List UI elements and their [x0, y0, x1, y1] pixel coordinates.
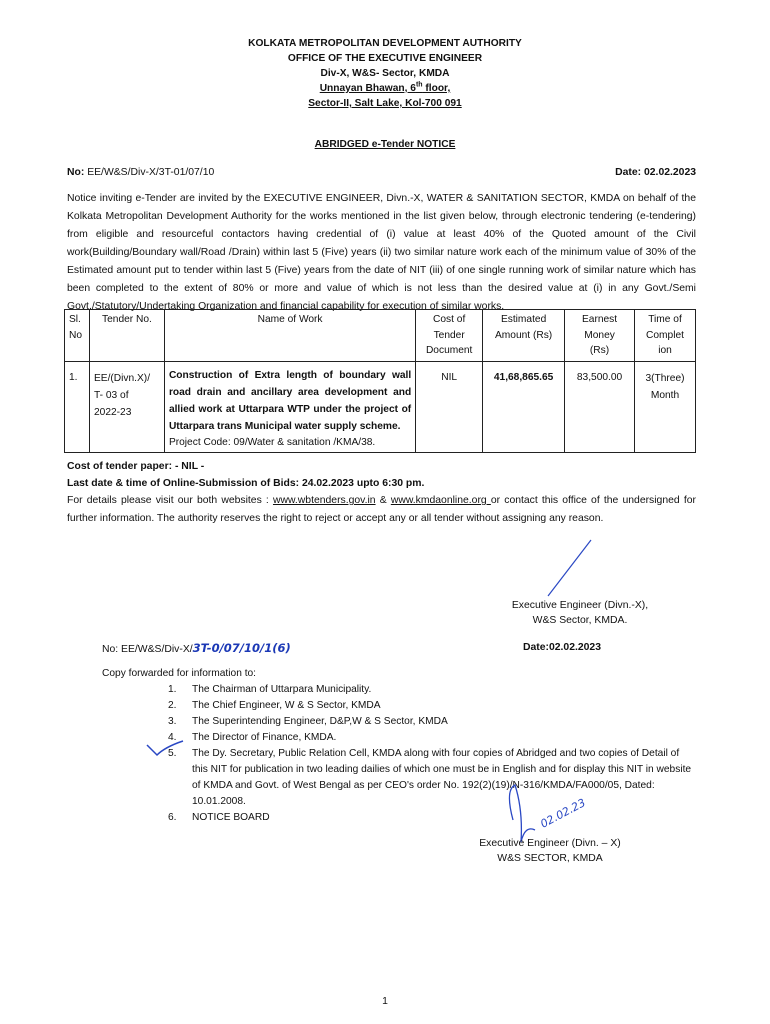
header-estimated-amount: Estimated Amount (Rs) — [483, 310, 565, 362]
signature-block-2 — [460, 836, 640, 866]
notice-title: ABRIDGED e-Tender NOTICE — [314, 139, 456, 150]
org-name: KOLKATA METROPOLITAN DEVELOPMENT AUTHORITY — [248, 38, 522, 49]
memo-number: No: EE/W&S/Div-X/3T-01/07/10 — [67, 167, 215, 178]
header-name-of-work: Name of Work — [164, 310, 415, 362]
signatory-title-2: Executive Engineer (Divn. – X) — [479, 838, 621, 849]
tender-table — [64, 309, 696, 453]
office-name: OFFICE OF THE EXECUTIVE ENGINEER — [287, 53, 483, 64]
signatory-sector: W&S Sector, KMDA. — [532, 615, 628, 626]
division-name: Div-X, W&S- Sector, KMDA — [320, 68, 450, 79]
list-item: 6. NOTICE BOARD — [168, 812, 270, 823]
list-item: 3. The Superintending Engineer, D&P,W & S Sector, KMDA — [168, 716, 448, 727]
signatory-sector-2: W&S SECTOR, KMDA — [497, 853, 603, 864]
tender-terms — [67, 458, 696, 492]
list-item: 5. The Dy. Secretary, Public Relation Cell, KMDA along with four copies of Abridged and two copies of Detail of this NIT for publication in two leading dailies of which one must be in English and for display this NIT in website of KMDA and Govt. of West Bengal as per CEO's order No. 192(2)(19)/N-316/KMDA/FA000/05, Dated: 10.01.2008. — [168, 748, 692, 807]
signature-block-1 — [500, 598, 660, 628]
table-header-row — [65, 310, 696, 362]
cell-sl: 1. — [65, 361, 90, 453]
building-address: Unnayan Bhawan, 6th floor, — [319, 81, 451, 94]
last-date-submission: Last date & time of Online-Submission of Bids: 24.02.2023 upto 6:30 pm. — [67, 478, 425, 489]
website-link-wbtenders[interactable]: www.wbtenders.gov.in — [272, 495, 376, 506]
cell-name-of-work: Construction of Extra length of boundary wall road drain and ancillary area development and allied work at Uttarpara WTP under the project of Uttarpara trans Municipal water supply scheme. Project Code: 09/Water & sanitation /KMA/38. — [164, 361, 415, 453]
cell-tender-no: EE/(Divn.X)/ T- 03 of 2022-23 — [89, 361, 164, 453]
list-item: 1. The Chairman of Uttarpara Municipality. — [168, 684, 372, 695]
reference-row — [67, 165, 696, 181]
cell-cost: NIL — [416, 361, 483, 453]
signatory-title: Executive Engineer (Divn.-X), — [511, 600, 649, 611]
intro-paragraph: Notice inviting e-Tender are invited by the EXECUTIVE ENGINEER, Divn.-X, WATER & SANITATION SECTOR, KMDA on behalf of the Kolkata Metropolitan Development Authority for the works mentioned in the list given below, through electronic tendering (e-tendering) from eligible and resourceful contactors having credential of (i) value at least 40% of the Quoted amount of the Civil work(Building/Boundary wall/Road /Drain) within last 5 (Five) years (ii) two similar nature work each of the minimum value of 30% of the Estimated amount put to tender within last 5 (Five) years from the date of NIT (iii) of one single running work of similar nature which has been completed to the extent of 80% or more and value of which is not less than the desired value at (i) in any Govt./Semi Govt./Statutory/Undertaking Organization and financial capability for execution of similar works. — [67, 193, 696, 312]
sector-address: Sector-II, Salt Lake, Kol-700 091 — [308, 98, 462, 109]
checkmark-icon — [145, 737, 185, 759]
signature-stroke-1 — [545, 538, 595, 598]
memo-number-2: No: EE/W&S/Div-X/3T-0/07/10/1(6) — [102, 641, 291, 655]
page-number: 1 — [382, 996, 388, 1007]
cell-estimated-amount: 41,68,865.65 — [483, 361, 565, 453]
table-row — [65, 361, 696, 453]
copy-list — [168, 682, 693, 826]
cell-earnest-money: 83,500.00 — [565, 361, 635, 453]
cell-time: 3(Three) Month — [635, 361, 696, 453]
handwritten-date: 02.02.23 — [538, 796, 588, 831]
header-earnest-money: Earnest Money (Rs) — [565, 310, 635, 362]
handwritten-memo-number: 3T-0/07/10/1(6) — [192, 641, 291, 655]
details-paragraph: For details please visit our both websites : www.wbtenders.gov.in & www.kmdaonline.org or contact this office of the undersigned for further information. The authority reserves the right to reject or accept any or all tender without assigning any reason. — [67, 495, 696, 524]
memo-date-2: Date:02.02.2023 — [523, 642, 601, 653]
list-item: 2. The Chief Engineer, W & S Sector, KMDA — [168, 700, 381, 711]
letterhead — [0, 36, 770, 111]
header-time-of-completion: Time of Complet ion — [635, 310, 696, 362]
list-item: 4. The Director of Finance, KMDA. — [168, 732, 337, 743]
header-cost-of-tender: Cost of Tender Document — [416, 310, 483, 362]
header-sl-no: Sl. No — [65, 310, 90, 362]
cost-of-tender-paper: Cost of tender paper: - NIL - — [67, 461, 205, 472]
notice-date: Date: 02.02.2023 — [615, 167, 696, 178]
copy-forwarded-label: Copy forwarded for information to: — [102, 668, 257, 679]
website-link-kmdaonline[interactable]: www.kmdaonline.org — [390, 495, 491, 506]
header-tender-no: Tender No. — [89, 310, 164, 362]
